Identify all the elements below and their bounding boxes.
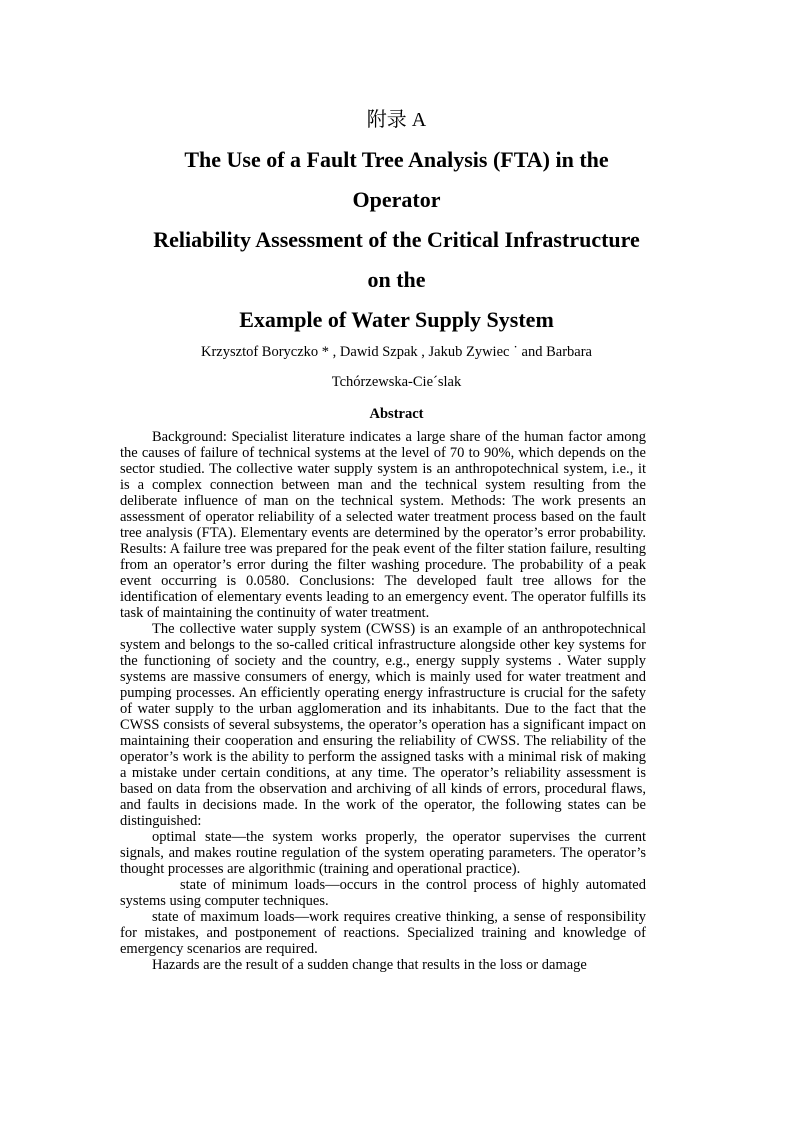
body-paragraph: Hazards are the result of a sudden change that results in the loss or damage	[152, 957, 587, 973]
body-paragraph: The collective water supply system (CWSS) is an example of an anthropotechnical system and belongs to the so-called critical infrastructure alongside other key systems for the functioning of society and the country, e.g., energy supply systems . Water supply systems are massive consumers of energy, which is mainly used for water treatment and pumping processes. An efficiently operating energy infrastructure is crucial for the safety of water supply to the urban agglomeration and its inhabitants. Due to the fact that the CWSS consists of several subsystems, the operator’s operation has a significant impact on maintaining their cooperation and ensuring the reliability of CWSS. The reliability of the operator’s work is the ability to perform the assigned tasks with a minimal risk of making a mistake under certain conditions, at any time. The operator’s reliability assessment is based on data from the observation and archiving of all kinds of errors, procedural flaws, and faults in decisions made. In the work of the operator, the following states can be distinguished:	[120, 621, 646, 829]
authors-line-1: Krzysztof Boryczko * , Dawid Szpak , Jakub Zywiec ˙ and Barbara	[201, 344, 592, 360]
list-item: optimal state—the system works properly, the operator supervises the current signals, and makes routine regulation of the system operating parameters. The operator’s thought processes are algorithmic (training and operational practice).	[120, 829, 646, 877]
list-item: state of minimum loads—occurs in the control process of highly automated systems using computer techniques.	[120, 877, 646, 909]
list-item: state of maximum loads—work requires creative thinking, a sense of responsibility for mistakes, and postponement of reactions. Specialized training and knowledge of emergency scenarios are required.	[120, 909, 646, 957]
abstract-paragraph: Background: Specialist literature indicates a large share of the human factor among the causes of failure of technical systems at the level of 70 to 90%, which depends on the sector studied. The collective water supply system is an anthropotechnical system, i.e., it is a complex connection between man and the technical system resulting from the deliberate influence of man on the technical system. Methods: The work presents an assessment of operator reliability of a selected water treatment process based on the fault tree analysis (FTA). Elementary events are determined by the operator’s error probability. Results: A failure tree was prepared for the peak event of the filter station failure, resulting from an operator’s error during the filter washing procedure. The probability of a peak event occurring is 0.0580. Conclusions: The developed fault tree allows for the identification of elementary events leading to an emergency event. The operator fulfills its task of maintaining the continuity of water treatment.	[120, 429, 646, 621]
authors-line-2: Tchórzewska-Cie´slak	[331, 374, 462, 390]
title-line-3: Reliability Assessment of the Critical Infrastructure	[153, 227, 640, 252]
abstract-heading: Abstract	[369, 406, 424, 422]
title-line-1: The Use of a Fault Tree Analysis (FTA) in the	[184, 147, 609, 172]
title-line-5: Example of Water Supply System	[239, 307, 554, 332]
abstract-body	[120, 429, 646, 973]
title-line-4: on the	[367, 267, 426, 292]
appendix-label: 附录 A	[366, 109, 427, 131]
title-line-2: Operator	[352, 187, 441, 212]
